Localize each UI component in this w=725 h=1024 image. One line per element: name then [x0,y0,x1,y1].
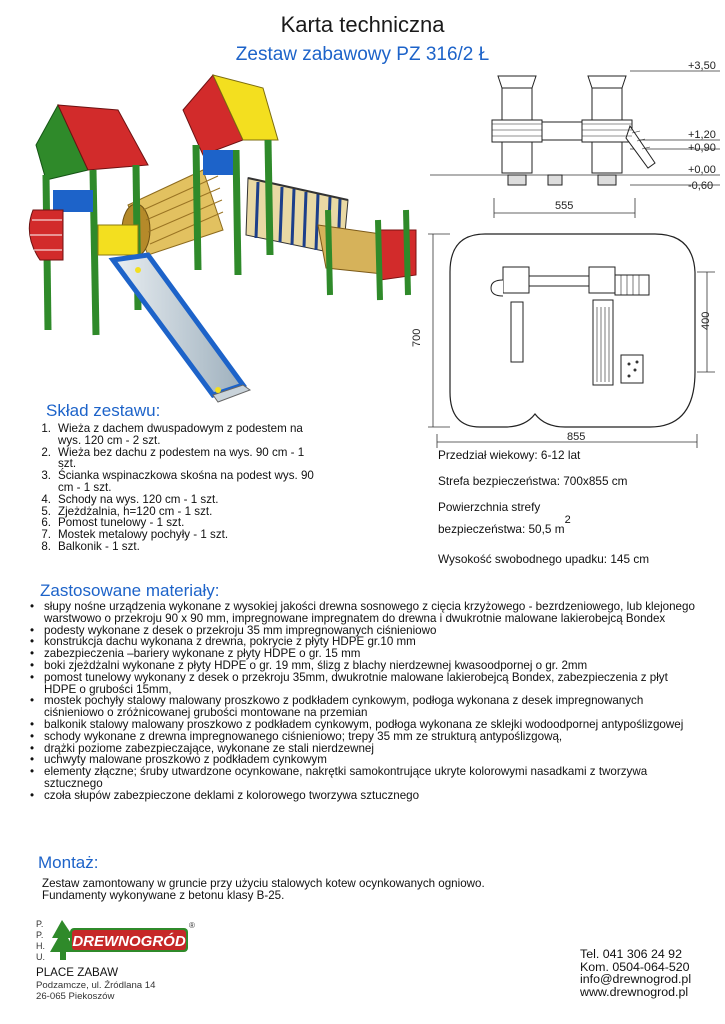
company-letters: P. P. H. U. [36,919,45,962]
drewnogrod-logo [48,918,198,964]
sklad-list [34,423,324,553]
montaz-text: Zestaw zamontowany w gruncie przy użyciu stalowych kotew ocynkowanych ogniowo. Fundamenty wykonywane z betonu klasy B-25. [42,877,485,902]
logo-text: DREWNOGRÓD [72,933,186,950]
fall-height: Wysokość swobodnego upadku: 145 cm [438,552,650,566]
materialy-heading: Zastosowane materiały: [40,581,220,600]
zone-area-line1: Powierzchnia strefy [438,500,541,514]
list-item: • balkonik stalowy malowany proszkowo z podkładem cynkowym, podłoga wykonana ze sklejki wodoodpornej antypoślizgowej [30,717,684,731]
plan-width-label: 855 [567,431,586,443]
list-item: 8. Balkonik - 1 szt. [41,539,140,553]
tower-yellow-roof [183,75,278,275]
list-item: 2. Wieża bez dachu z podestem na wys. 90 cm - 1 szt. [41,445,305,471]
contact-email[interactable]: info@drewnogrod.pl [580,972,692,987]
company-address: Podzamcze, ul. Źródlana 14 26-065 Piekoszów [36,980,156,1002]
page-title: Karta techniczna [280,12,445,37]
list-item: • czoła słupów zabezpieczone deklami z kolorowego tworzywa sztucznego [30,788,420,802]
list-item: • drążki poziome zabezpieczające, wykonane ze stali nierdzewnej [30,741,374,755]
level-120: +1,20 [688,129,716,141]
sklad-heading: Skład zestawu: [46,401,161,420]
company-name: PLACE ZABAW [36,966,119,979]
product-subtitle: Zestaw zabawowy PZ 316/2 Ł [235,44,490,65]
level-090: +0,90 [688,142,716,154]
contact-block [580,948,691,998]
age-range: Przedział wiekowy: 6-12 lat [438,448,581,462]
list-item: • pomost tunelowy wykonany z desek o przekroju 35mm, dwukrotnie malowane lakierobejcą Bondex, zabezpieczenia z płyt HDPE o grubości 15mm, [30,670,668,696]
list-item: • słupy nośne urządzenia wykonane z wysokiej jakości drewna sosnowego z cięcia krzyżowego - bezrdzeniowego, lub klejonego warstwowo o przekroju 90 x 90 mm, impregnowane impregnatem do drewna i dwukrotnie malowane lakierobejcą Bondex [30,600,695,625]
slide-illustration [113,255,250,402]
list-item: 4. Schody na wys. 120 cm - 1 szt. [41,492,219,506]
zone-area-line2: bezpieczeństwa: 50,5 m2 [438,514,571,536]
list-item: 5. Zjeżdżalnia, h=120 cm - 1 szt. [41,504,213,518]
list-item: • mostek pochyły stalowy malowany proszkowo z podkładem cynkowym, podłoga wykonana z desek impregnowanych ciśnieniowo o zróżnicowanej grubości montowane na przemian [30,694,644,720]
list-item: 6. Pomost tunelowy - 1 szt. [41,516,185,530]
plan-depth-label: 700 [411,328,423,347]
list-item: • konstrukcja dachu wykonana z drewna, pokrycie z płyty HDPE gr.10 mm [30,635,416,649]
list-item: • uchwyty malowane proszkowo z podkładem cynkowym [30,753,327,767]
list-item: 3. Ścianka wspinaczkowa skośna na podest wys. 90 cm - 1 szt. [41,469,314,494]
list-item: • elementy złączne; śruby utwardzone ocynkowane, nakrętki samokontrujące ukryte kolorowymi nasadkami z tworzywa sztucznego [30,765,648,790]
list-item: • podesty wykonane z desek o przekroju 35 mm impregnowanych ciśnieniowo [30,623,437,637]
level-000: +0,00 [688,164,716,176]
plan-inner-label: 400 [700,311,712,330]
level-350: +3,50 [688,60,716,72]
svg-text:®: ® [189,921,195,930]
safety-zone: Strefa bezpieczeństwa: 700x855 cm [438,474,628,488]
contact-mobile: Kom. 0504-064-520 [580,959,690,974]
playground-illustration [18,70,428,410]
contact-tel: Tel. 041 306 24 92 [580,947,682,961]
elevation-width-label: 555 [555,200,574,212]
level-neg060: -0,60 [688,180,714,192]
list-item: 7. Mostek metalowy pochyły - 1 szt. [41,528,229,542]
plan-drawing [411,222,725,450]
list-item: • boki zjeżdżalni wykonane z płyty HDPE o gr. 19 mm, ślizg z blachy nierdzewnej kwasoodpornej o gr. 2mm [30,658,588,672]
contact-website[interactable]: www.drewnogrod.pl [580,984,689,999]
montaz-heading: Montaż: [38,853,99,872]
list-item: 1. Wieża z dachem dwuspadowym z podestem na wys. 120 cm - 2 szt. [41,422,303,447]
materialy-list [30,601,700,802]
list-item: • zabezpieczenia –bariery wykonane z płyty HDPE o gr. 15 mm [30,647,361,661]
list-item: • schody wykonane z drewna impregnowanego ciśnieniowo; trepy 35 mm ze strukturą antypoślizgową, [30,729,563,743]
